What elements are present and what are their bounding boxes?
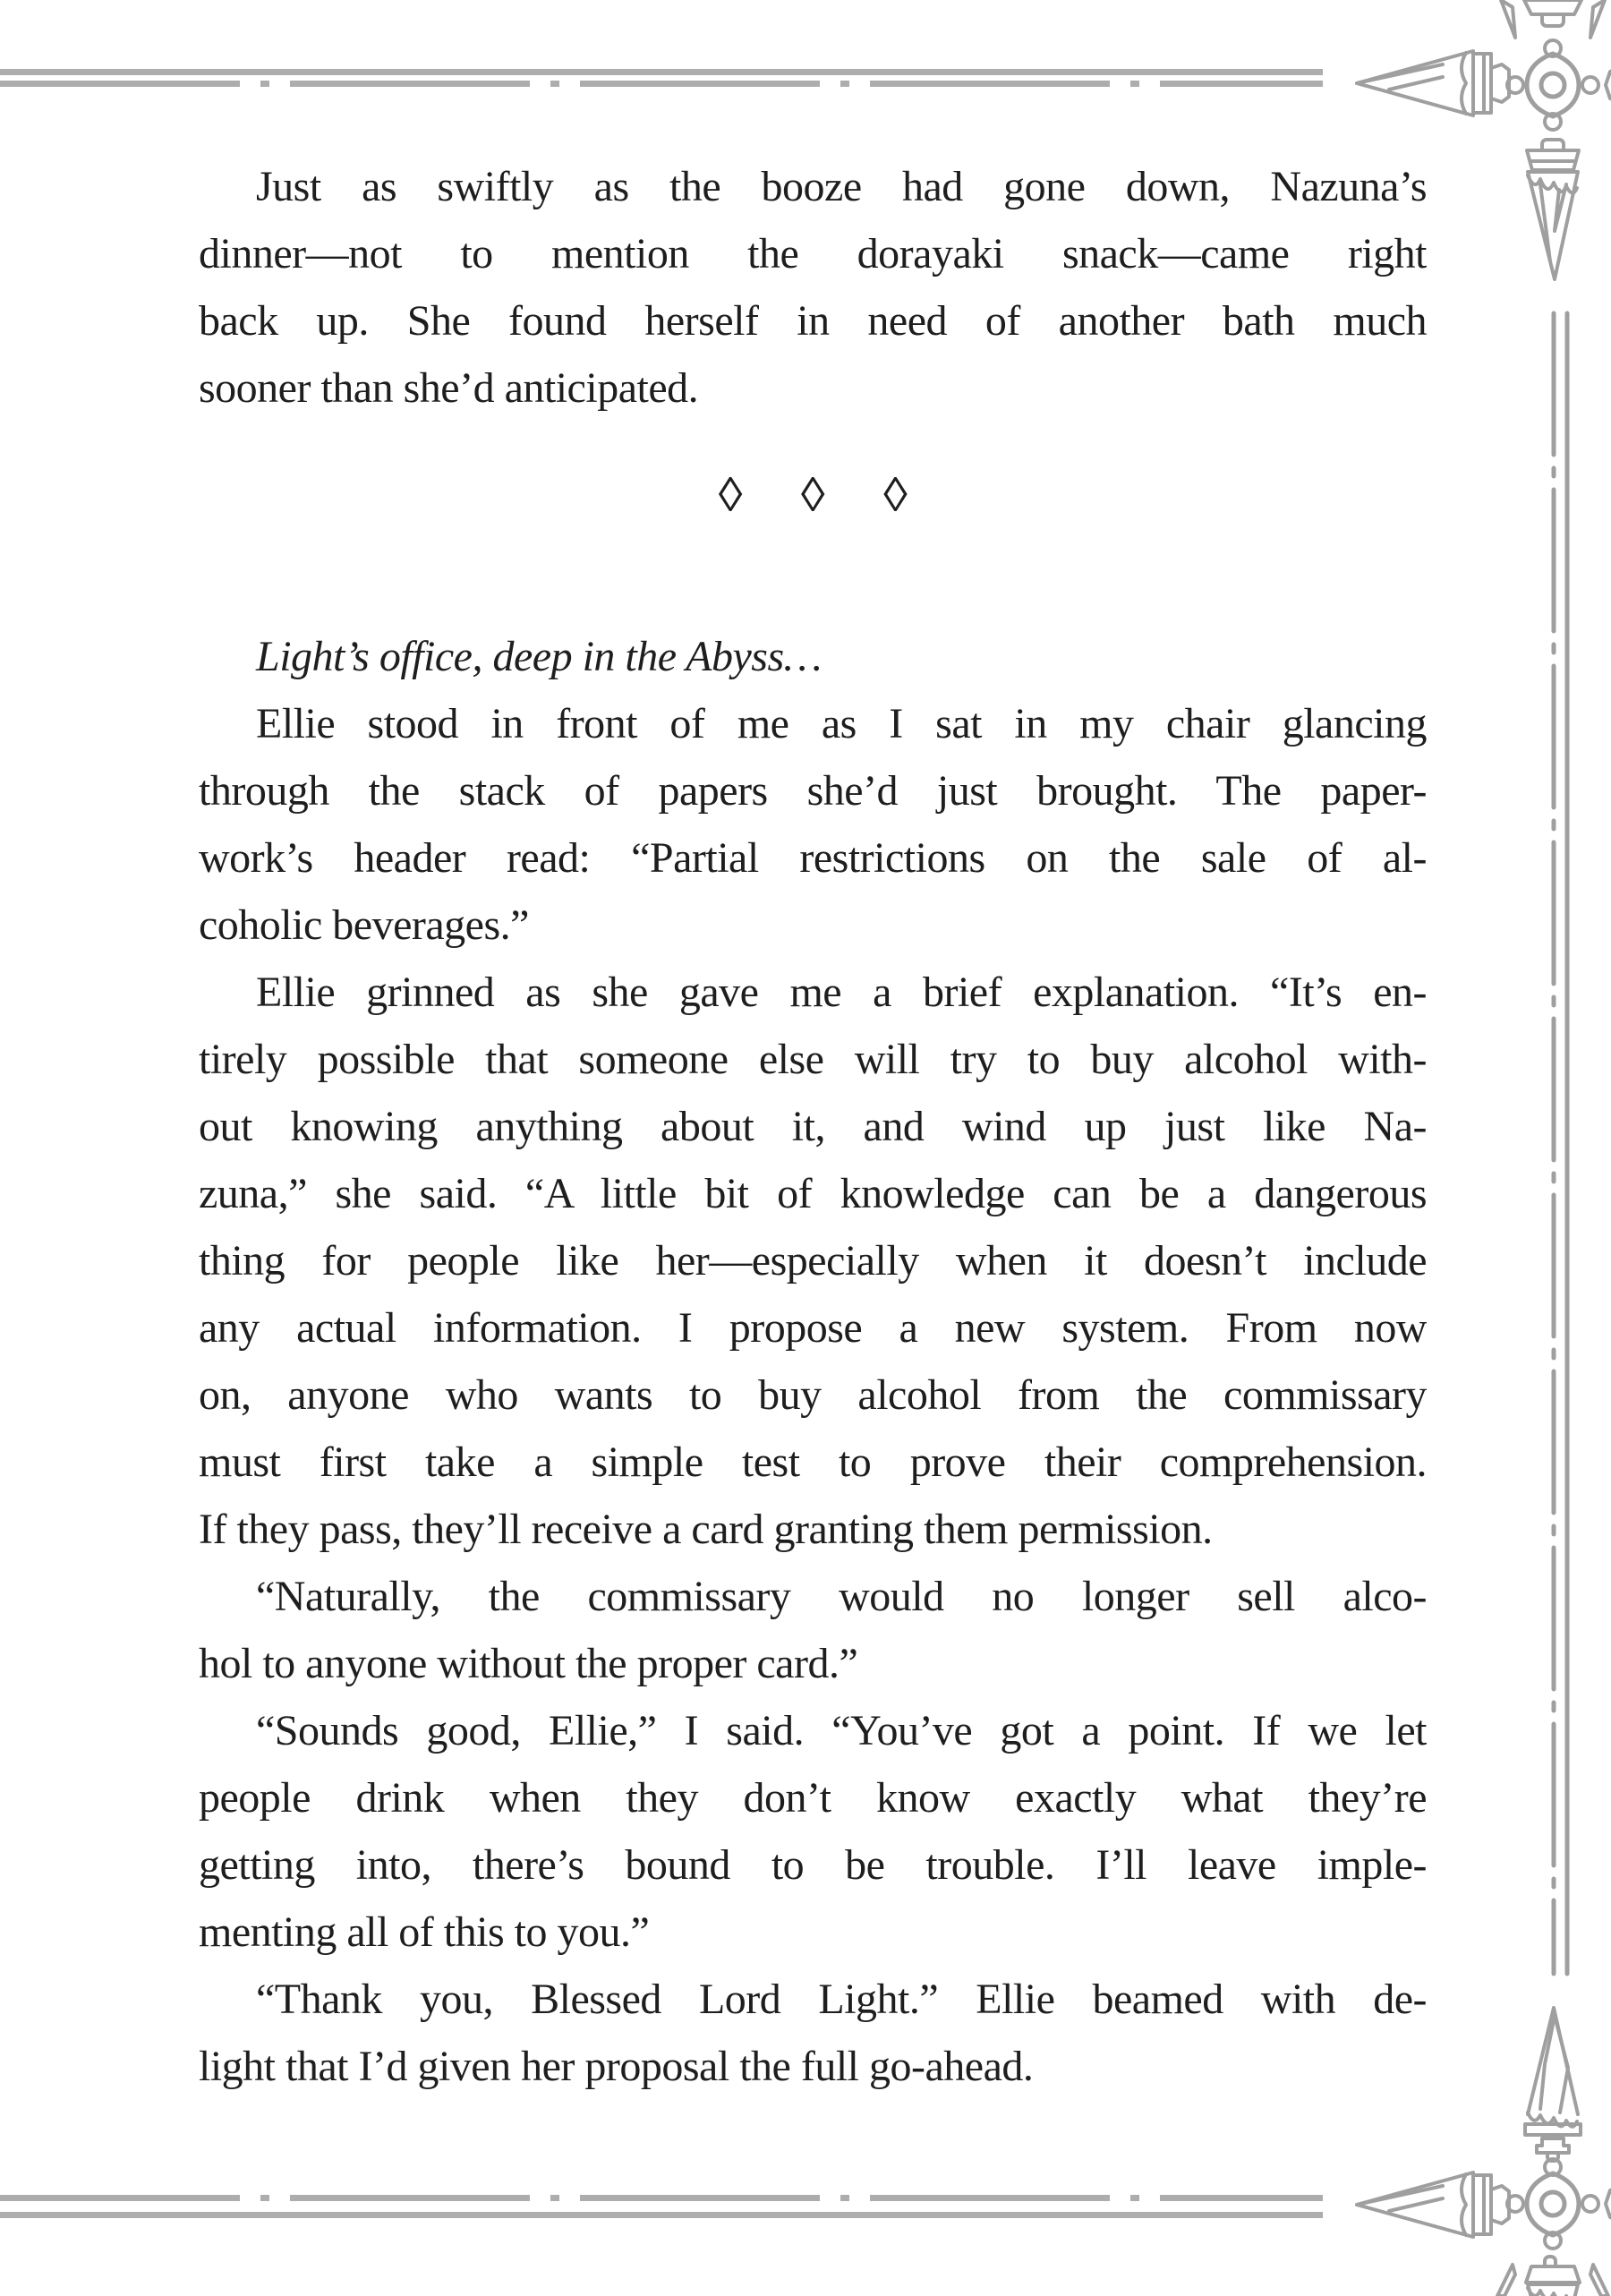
arrow-ornament-bottom-icon (1357, 2172, 1509, 2237)
text-line: Ellie stood in front of me as I sat in my chair glancing (256, 700, 1427, 747)
paragraph (199, 1697, 1427, 1966)
text-line: work’s header read: “Partial restrictions on the sale of al- (199, 834, 1427, 882)
scene-divider (199, 462, 1427, 529)
text-line: zuna,” she said. “A little bit of knowledge can be a dangerous (199, 1170, 1427, 1217)
ring-cluster-bottom-icon (1507, 2159, 1611, 2249)
ring-cluster-top-icon (1507, 40, 1611, 130)
text-line: getting into, there’s bound to be trouble. I’ll leave imple- (199, 1841, 1427, 1889)
text-line: If they pass, they’ll receive a card granting them permission. (199, 1506, 1213, 1553)
lamp-bottom-partial-icon (1497, 2257, 1608, 2296)
diamond-icon: ◊ (883, 468, 908, 522)
text-line: hol to anyone without the proper card.” (199, 1640, 858, 1687)
paragraph (199, 690, 1427, 959)
text-line: sooner than she’d anticipated. (199, 364, 699, 412)
paragraph (199, 623, 1427, 690)
text-line: Light’s office, deep in the Abyss… (256, 633, 822, 680)
text-line: thing for people like her—especially when it doesn’t include (199, 1237, 1427, 1285)
diamond-icon: ◊ (800, 468, 825, 522)
standing-crystal-bottom-icon (1525, 2008, 1581, 2161)
text-line: must first take a simple test to prove their comprehension. (199, 1438, 1427, 1486)
bottom-border-dashed-line (0, 2195, 1323, 2201)
text-line: people drink when they don’t know exactly what they’re (199, 1774, 1427, 1822)
text-line: on, anyone who wants to buy alcohol from the commissary (199, 1371, 1427, 1419)
lamp-top-partial-icon (1501, 0, 1605, 38)
paragraph (199, 1563, 1427, 1697)
text-line: “Thank you, Blessed Lord Light.” Ellie beamed with de- (256, 1976, 1427, 2023)
text-line: dinner—not to mention the dorayaki snack—came right (199, 230, 1427, 277)
paragraph (199, 153, 1427, 422)
bottom-border-solid-line (0, 2212, 1323, 2218)
text-line: Just as swiftly as the booze had gone down, Nazuna’s (256, 163, 1427, 210)
text-line: through the stack of papers she’d just brought. The paper- (199, 767, 1427, 815)
text-line: out knowing anything about it, and wind up just like Na- (199, 1103, 1427, 1150)
top-border-dashed-line (0, 81, 1323, 87)
text-line: “Naturally, the commissary would no longer sell alco- (256, 1573, 1427, 1620)
diamond-icon: ◊ (718, 468, 742, 522)
hanging-crystal-top-icon (1527, 140, 1579, 279)
text-line: tirely possible that someone else will try to buy alcohol with- (199, 1036, 1427, 1083)
paragraph (199, 959, 1427, 1563)
text-line: menting all of this to you.” (199, 1908, 650, 1956)
text-line: “Sounds good, Ellie,” I said. “You’ve got a point. If we let (256, 1707, 1427, 1754)
text-line: back up. She found herself in need of another bath much (199, 297, 1427, 345)
paragraph (199, 1966, 1427, 2100)
text-line: Ellie grinned as she gave me a brief explanation. “It’s en- (256, 969, 1427, 1016)
text-column (199, 153, 1427, 2100)
top-border-solid-line (0, 69, 1323, 75)
side-rail-lines (1554, 313, 1567, 1974)
text-line: light that I’d given her proposal the full go-ahead. (199, 2043, 1034, 2090)
arrow-ornament-top-icon (1357, 51, 1509, 115)
text-line: coholic beverages.” (199, 901, 529, 949)
text-line: any actual information. I propose a new system. From now (199, 1304, 1427, 1352)
